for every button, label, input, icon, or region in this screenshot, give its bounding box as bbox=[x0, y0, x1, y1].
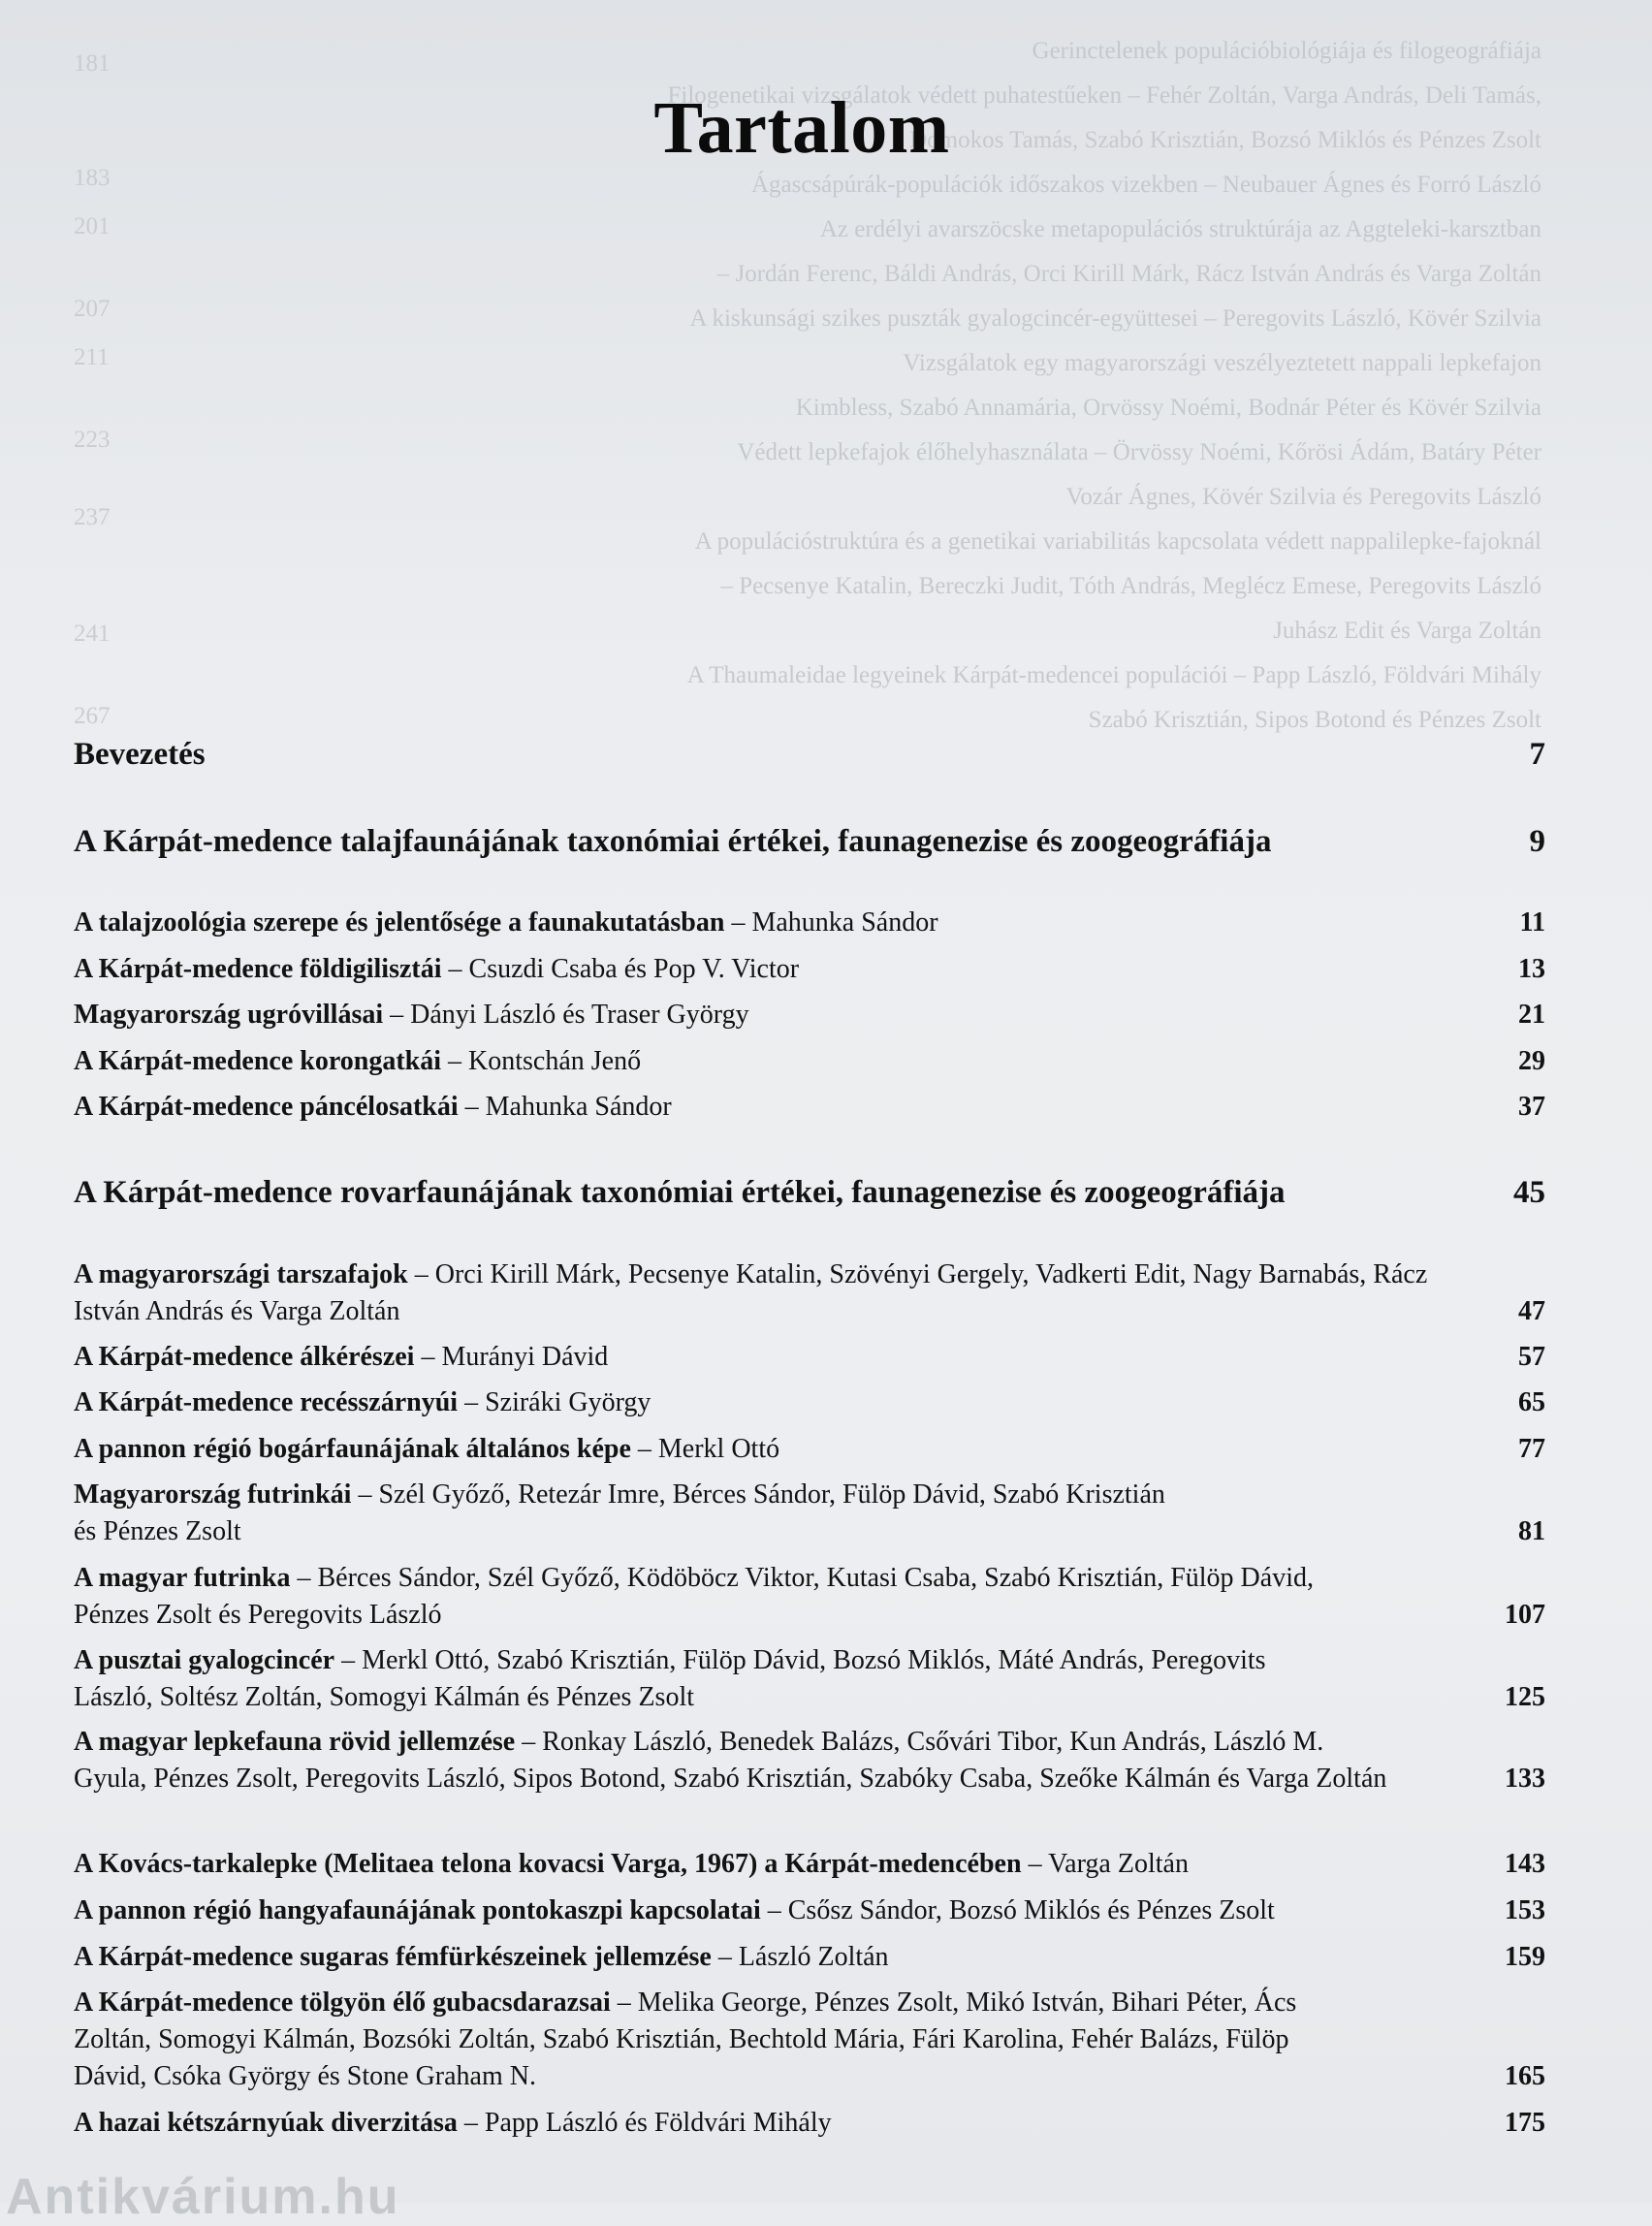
toc-section[interactable] bbox=[74, 733, 1545, 776]
toc-page-number: 175 bbox=[1505, 2108, 1545, 2138]
toc-dash: – bbox=[358, 1479, 372, 1510]
toc-entry-title: A Kárpát-medence tölgyön élő gubacsdarazsai bbox=[74, 1988, 611, 2018]
toc-page-number: 13 bbox=[1518, 954, 1545, 984]
toc-dash: – bbox=[464, 1387, 479, 1417]
toc-entry-title: A Kárpát-medence korongatkái bbox=[74, 1046, 442, 1076]
toc-entry[interactable] bbox=[74, 1089, 1545, 1126]
toc-entry-title: Magyarország ugróvillásai bbox=[74, 1000, 384, 1030]
reverse-page-number: 241 bbox=[74, 620, 111, 647]
toc-entry-title: A Kárpát-medence álkérészei bbox=[74, 1342, 415, 1372]
toc-page-number: 107 bbox=[1505, 1600, 1545, 1630]
toc-dash: – bbox=[414, 1259, 429, 1289]
toc-dash: – bbox=[464, 1092, 479, 1122]
toc-entry-title: A Kárpát-medence rovarfaunájának taxonómiai értékei, faunagenezise és zoogeográfiája bbox=[74, 1175, 1286, 1210]
toc-entry-authors: Ronkay László, Benedek Balázs, Csővári Tibor, Kun András, László M. Gyula, Pénzes Zsolt, Peregovits László, Sipos Botond, Szabó Krisztián, Szabóky Csaba, Szeőke Kálmán és Varga Zoltán bbox=[74, 1727, 1387, 1794]
toc-entry-authors: Sziráki György bbox=[485, 1387, 651, 1417]
toc-entry-title: A pusztai gyalogcincér bbox=[74, 1645, 335, 1675]
reverse-page-number: 211 bbox=[74, 344, 110, 370]
toc-dash: – bbox=[448, 1046, 462, 1076]
toc-dash: – bbox=[390, 1000, 404, 1030]
toc-entry[interactable] bbox=[74, 1431, 1545, 1468]
toc-dash: – bbox=[341, 1645, 356, 1675]
toc-entry-title: A magyarországi tarszafajok bbox=[74, 1259, 408, 1289]
toc-page-number: 21 bbox=[1518, 1000, 1545, 1030]
toc-entry[interactable] bbox=[74, 1642, 1545, 1716]
toc-entry-authors: Murányi Dávid bbox=[441, 1342, 609, 1372]
toc-entry-title: A magyar lepkefauna rövid jellemzése bbox=[74, 1727, 516, 1757]
toc-dash: – bbox=[522, 1727, 536, 1757]
toc-entry-title: A Kárpát-medence páncélosatkái bbox=[74, 1092, 459, 1122]
toc-section[interactable] bbox=[74, 820, 1545, 863]
toc-entry-authors: László Zoltán bbox=[738, 1942, 889, 1972]
toc-dash: – bbox=[1028, 1849, 1042, 1879]
toc-entry-title: A pannon régió hangyafaunájának pontokaszpi kapcsolatai bbox=[74, 1895, 761, 1925]
toc-page-number: 159 bbox=[1505, 1942, 1545, 1972]
toc-entry-authors: Melika George, Pénzes Zsolt, Mikó István, Bihari Péter, Ács Zoltán, Somogyi Kálmán, Bozsóki Zoltán, Szabó Krisztián, Bechtold Mária, Fári Karolina, Fehér Balázs, Fülöp Dávid, Csóka György és Stone Graham N. bbox=[74, 1988, 1297, 2091]
toc-entry[interactable] bbox=[74, 1256, 1545, 1330]
toc-entry-authors: Bérces Sándor, Szél Győző, Ködöböcz Viktor, Kutasi Csaba, Szabó Krisztián, Fülöp Dávid, Pénzes Zsolt és Peregovits László bbox=[74, 1563, 1314, 1630]
toc-entry-authors: Merkl Ottó, Szabó Krisztián, Fülöp Dávid, Bozsó Miklós, Máté András, Peregovits László, Soltész Zoltán, Somogyi Kálmán és Pénzes Zsolt bbox=[74, 1645, 1266, 1712]
toc-entry-authors: Mahunka Sándor bbox=[751, 907, 938, 938]
toc-dash: – bbox=[731, 907, 746, 938]
toc-dash: – bbox=[448, 954, 462, 984]
reverse-page-number: 223 bbox=[74, 427, 111, 453]
toc-entry-authors: Dányi László és Traser György bbox=[410, 1000, 749, 1030]
page-title: Tartalom bbox=[653, 86, 950, 169]
toc-entry-authors: Mahunka Sándor bbox=[485, 1092, 672, 1122]
toc-dash: – bbox=[717, 1942, 732, 1972]
toc-entry[interactable] bbox=[74, 1892, 1545, 1929]
toc-entry[interactable] bbox=[74, 1043, 1545, 1080]
toc-entry-authors: Csuzdi Csaba és Pop V. Victor bbox=[468, 954, 800, 984]
toc-dash: – bbox=[297, 1563, 311, 1593]
toc-entry[interactable] bbox=[74, 1339, 1545, 1376]
reverse-page-bleedthrough: Gerinctelenek populációbiológiája és filogeográfiája Filogenetikai vizsgálatok védett puhatestűeken – Fehér Zoltán, Varga András, Deli Tamás, Domokos Tamás, Szabó Krisztián, Bozsó Miklós és Pénzes Zsolt Ágascsápúrák-populációk időszakos vizekben – Neubauer Ágnes és Forró László Az erdélyi avarszöcske metapopulációs struktúrája az Aggteleki-karsztban – Jordán Ferenc, Báldi András, Orci Kirill Márk, Rácz István András és Varga Zoltán A kiskunsági szikes puszták gyalogcincér-együttesei – Peregovits László, Kövér Szilvia Vizsgálatok egy magyarországi veszélyeztetett nappali lepkefajon Kimbless, Szabó Annamária, Orvössy Noémi, Bodnár Péter és Kövér Szilvia Védett lepkefajok élőhelyhasználata – Örvössy Noémi, Kőrösi Ádám, Batáry Péter Vozár Ágnes, Kövér Szilvia és Peregovits László A populációstruktúra és a genetikai variabilitás kapcsolata védett nappalilepke-fajoknál – Pecsenye Katalin, Bereczki Judit, Tóth András, Meglécz Emese, Peregovits László Juhász Edit és Varga Zoltán A Thaumaleidae legyeinek Kárpát-medencei populációi – Papp László, Földvári Mihály Szabó Krisztián, Sipos Botond és Pénzes Zsolt bbox=[667, 38, 1541, 733]
reverse-page-number: 183 bbox=[74, 165, 111, 191]
toc-entry-title: A Kárpát-medence sugaras fémfürkészeinek jellemzése bbox=[74, 1942, 712, 1972]
toc-page-number: 57 bbox=[1518, 1342, 1545, 1372]
toc-entry[interactable] bbox=[74, 1560, 1545, 1634]
toc-page-number: 47 bbox=[1518, 1296, 1545, 1326]
toc-entry[interactable] bbox=[74, 997, 1545, 1034]
toc-entry-title: A talajzoológia szerepe és jelentősége a faunakutatásban bbox=[74, 907, 725, 938]
toc-entry-title: A Kovács-tarkalepke (Melitaea telona kovacsi Varga, 1967) a Kárpát-medencében bbox=[74, 1849, 1022, 1879]
toc-page-number: 133 bbox=[1505, 1764, 1545, 1794]
toc-page-number: 45 bbox=[1513, 1175, 1545, 1210]
toc-page-number: 153 bbox=[1505, 1895, 1545, 1925]
reverse-page-number: 201 bbox=[74, 213, 111, 239]
toc-page-number: 81 bbox=[1518, 1516, 1545, 1546]
toc-entry-authors: Papp László és Földvári Mihály bbox=[484, 2108, 832, 2138]
toc-entry-authors: Szél Győző, Retezár Imre, Bérces Sándor, Fülöp Dávid, Szabó Krisztián és Pénzes Zsolt bbox=[74, 1479, 1165, 1546]
toc-page-number: 11 bbox=[1519, 907, 1545, 938]
toc-entry-title: Bevezetés bbox=[74, 737, 206, 772]
toc-page-number: 29 bbox=[1518, 1046, 1545, 1076]
toc-entry-title: A pannon régió bogárfaunájának általános képe bbox=[74, 1434, 631, 1464]
toc-entry[interactable] bbox=[74, 1846, 1545, 1883]
toc-entry[interactable] bbox=[74, 1939, 1545, 1976]
toc-entry-authors: Varga Zoltán bbox=[1048, 1849, 1189, 1879]
toc-page-number: 125 bbox=[1505, 1682, 1545, 1712]
toc-entry[interactable] bbox=[74, 951, 1545, 988]
toc-page-number: 7 bbox=[1529, 737, 1545, 772]
toc-dash: – bbox=[767, 1895, 781, 1925]
toc-entry-title: A magyar futrinka bbox=[74, 1563, 291, 1593]
reverse-page-number: 207 bbox=[74, 296, 111, 322]
toc-page-number: 77 bbox=[1518, 1434, 1545, 1464]
toc-page-number: 65 bbox=[1518, 1387, 1545, 1417]
toc-entry-title: A Kárpát-medence talajfaunájának taxonómiai értékei, faunagenezise és zoogeográfiája bbox=[74, 824, 1272, 859]
toc-dash: – bbox=[617, 1988, 631, 2018]
toc-entry[interactable] bbox=[74, 905, 1545, 941]
toc-entry-title: A Kárpát-medence recésszárnyúi bbox=[74, 1387, 459, 1417]
reverse-page-number: 237 bbox=[74, 504, 111, 530]
toc-entry-title: A hazai kétszárnyúak diverzitása bbox=[74, 2108, 458, 2138]
toc-entry-title: Magyarország futrinkái bbox=[74, 1479, 352, 1510]
toc-page-number: 165 bbox=[1505, 2061, 1545, 2091]
watermark: Antikvárium.hu bbox=[6, 2169, 400, 2225]
toc-entry[interactable] bbox=[74, 2105, 1545, 2142]
toc-entry-authors: Orci Kirill Márk, Pecsenye Katalin, Szövényi Gergely, Vadkerti Edit, Nagy Barnabás, Rácz István András és Varga Zoltán bbox=[74, 1259, 1428, 1326]
toc-page-number: 37 bbox=[1518, 1092, 1545, 1122]
toc-section[interactable] bbox=[74, 1171, 1545, 1214]
toc-dash: – bbox=[421, 1342, 435, 1372]
reverse-page-number: 181 bbox=[74, 50, 111, 77]
toc-entry[interactable] bbox=[74, 1477, 1545, 1550]
toc-dash: – bbox=[637, 1434, 651, 1464]
toc-entry[interactable] bbox=[74, 1724, 1545, 1797]
toc-entry-title: A Kárpát-medence földigilisztái bbox=[74, 954, 442, 984]
toc-entry-authors: Merkl Ottó bbox=[657, 1434, 780, 1464]
toc-dash: – bbox=[463, 2108, 478, 2138]
toc-entry-authors: Csősz Sándor, Bozsó Miklós és Pénzes Zsolt bbox=[787, 1895, 1275, 1925]
toc-page-number: 143 bbox=[1505, 1849, 1545, 1879]
toc-page-number: 9 bbox=[1529, 824, 1545, 859]
toc-entry[interactable] bbox=[74, 1384, 1545, 1421]
toc-entry[interactable] bbox=[74, 1985, 1545, 2095]
reverse-page-number: 267 bbox=[74, 703, 111, 729]
toc-entry-authors: Kontschán Jenő bbox=[468, 1046, 642, 1076]
